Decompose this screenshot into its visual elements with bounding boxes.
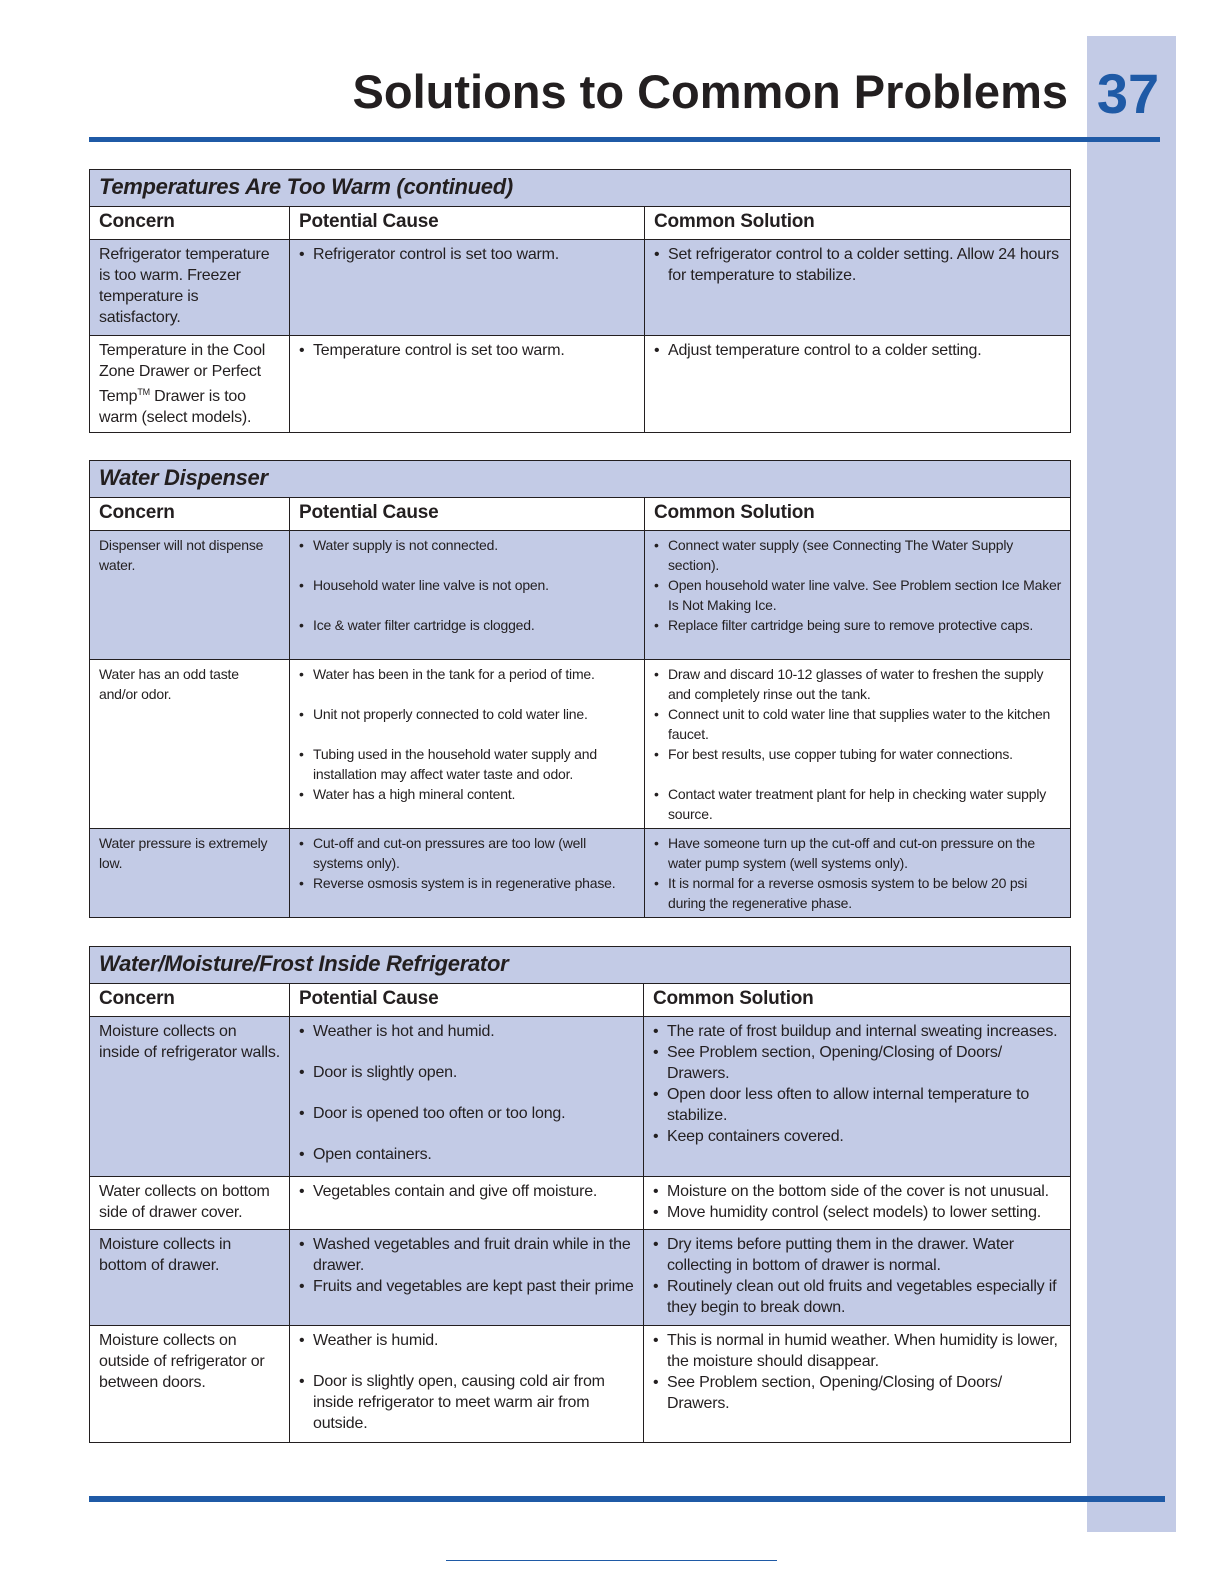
section-title: Temperatures Are Too Warm (continued) xyxy=(90,170,1071,207)
solution-item: • See Problem section, Opening/Closing of Doors/ Drawers. xyxy=(653,1372,1061,1414)
section-table-temperatures xyxy=(89,169,1071,433)
column-header-solution: Common Solution xyxy=(645,498,1071,531)
column-header-concern: Concern xyxy=(90,498,290,531)
solution-cell xyxy=(645,240,1071,336)
cause-item: • Door is slightly open. xyxy=(299,1062,634,1083)
cause-item: • Unit not properly connected to cold water line. xyxy=(299,704,635,724)
cause-cell xyxy=(290,1230,644,1326)
column-header-solution: Common Solution xyxy=(644,984,1071,1017)
cause-cell xyxy=(290,1326,644,1443)
cause-item: • Weather is humid. xyxy=(299,1330,634,1351)
column-header-cause: Potential Cause xyxy=(290,207,645,240)
cause-item: • Reverse osmosis system is in regenerative phase. xyxy=(299,873,635,893)
cause-item: • Water has been in the tank for a period of time. xyxy=(299,664,635,684)
cause-item: • Water supply is not connected. xyxy=(299,535,635,555)
cause-item: • Door is slightly open, causing cold air from inside refrigerator to meet warm air from outside. xyxy=(299,1371,634,1434)
cause-item: • Door is opened too often or too long. xyxy=(299,1103,634,1124)
solution-item: • The rate of frost buildup and internal sweating increases. xyxy=(653,1021,1061,1042)
solution-item: • Draw and discard 10-12 glasses of water to freshen the supply and completely rinse out the tank. xyxy=(654,664,1061,704)
solution-item: • Open door less often to allow internal temperature to stabilize. xyxy=(653,1084,1061,1126)
solution-cell xyxy=(644,1230,1071,1326)
concern-cell: Moisture collects on outside of refrigerator or between doors. xyxy=(90,1326,290,1443)
solution-cell xyxy=(644,1017,1071,1177)
cause-item: • Temperature control is set too warm. xyxy=(299,340,635,361)
solution-item: • This is normal in humid weather. When humidity is lower, the moisture should disappear. xyxy=(653,1330,1061,1372)
cause-cell xyxy=(290,240,645,336)
cause-item: • Washed vegetables and fruit drain while in the drawer. xyxy=(299,1234,634,1276)
solution-item: • For best results, use copper tubing for water connections. xyxy=(654,744,1061,764)
concern-cell: Water pressure is extremely low. xyxy=(90,829,290,918)
solution-item: • Move humidity control (select models) to lower setting. xyxy=(653,1202,1061,1223)
column-header-solution: Common Solution xyxy=(645,207,1071,240)
concern-text: Temperature in the Cool Zone Drawer or Perfect Temp xyxy=(99,342,266,405)
section-table-water-moisture-frost xyxy=(89,946,1071,1443)
solution-item: • Open household water line valve. See Problem section Ice Maker Is Not Making Ice. xyxy=(654,575,1061,615)
solution-cell xyxy=(645,531,1071,660)
table-row xyxy=(90,336,1071,433)
table-row xyxy=(90,1326,1071,1443)
solution-item: • Set refrigerator control to a colder setting. Allow 24 hours for temperature to stabilize. xyxy=(654,244,1061,286)
concern-cell xyxy=(90,336,290,433)
cause-cell xyxy=(290,660,645,829)
side-color-band xyxy=(1087,36,1176,1532)
cause-cell xyxy=(290,1017,644,1177)
cause-cell xyxy=(290,531,645,660)
table-row xyxy=(90,1017,1071,1177)
solution-item: • Connect water supply (see Connecting The Water Supply section). xyxy=(654,535,1061,575)
table-row xyxy=(90,240,1071,336)
solution-cell xyxy=(645,829,1071,918)
cause-item: • Vegetables contain and give off moisture. xyxy=(299,1181,634,1202)
table-row xyxy=(90,531,1071,660)
cause-item: • Cut-off and cut-on pressures are too low (well systems only). xyxy=(299,833,635,873)
cause-item: • Fruits and vegetables are kept past their prime xyxy=(299,1276,634,1297)
solution-item: • It is normal for a reverse osmosis system to be below 20 psi during the regenerative phase. xyxy=(654,873,1061,913)
cause-item: • Tubing used in the household water supply and installation may affect water taste and odor. xyxy=(299,744,635,784)
concern-cell: Dispenser will not dispense water. xyxy=(90,531,290,660)
cause-item: • Ice & water filter cartridge is clogged. xyxy=(299,615,635,635)
concern-cell: Refrigerator temperature is too warm. Freezer temperature is satisfactory. xyxy=(90,240,290,336)
cause-item: • Weather is hot and humid. xyxy=(299,1021,634,1042)
table-row xyxy=(90,829,1071,918)
cause-item: • Open containers. xyxy=(299,1144,634,1165)
concern-cell: Water has an odd taste and/or odor. xyxy=(90,660,290,829)
solution-cell xyxy=(645,660,1071,829)
solution-item: • Dry items before putting them in the drawer. Water collecting in bottom of drawer is normal. xyxy=(653,1234,1061,1276)
solution-item: • Connect unit to cold water line that supplies water to the kitchen faucet. xyxy=(654,704,1061,744)
column-header-concern: Concern xyxy=(90,207,290,240)
solution-item: • Routinely clean out old fruits and vegetables especially if they begin to break down. xyxy=(653,1276,1061,1318)
cause-cell xyxy=(290,336,645,433)
solution-item: • Adjust temperature control to a colder setting. xyxy=(654,340,1061,361)
solution-item: • Have someone turn up the cut-off and cut-on pressure on the water pump system (well systems only). xyxy=(654,833,1061,873)
concern-text: Drawer is too warm (select models). xyxy=(99,388,252,426)
header-rule xyxy=(89,137,1160,142)
cause-item: • Water has a high mineral content. xyxy=(299,784,635,804)
solution-item: • Keep containers covered. xyxy=(653,1126,1061,1147)
solution-item: • Replace filter cartridge being sure to remove protective caps. xyxy=(654,615,1061,635)
table-row xyxy=(90,1177,1071,1230)
solution-item: • Moisture on the bottom side of the cover is not unusual. xyxy=(653,1181,1061,1202)
footer-rule xyxy=(89,1496,1165,1502)
trademark-mark: TM xyxy=(137,387,150,397)
footer-link-line xyxy=(446,1560,777,1561)
section-table-water-dispenser xyxy=(89,460,1071,918)
section-title: Water/Moisture/Frost Inside Refrigerator xyxy=(90,947,1071,984)
column-header-cause: Potential Cause xyxy=(290,984,644,1017)
section-title: Water Dispenser xyxy=(90,461,1071,498)
solution-item: • Contact water treatment plant for help in checking water supply source. xyxy=(654,784,1061,824)
page-title: Solutions to Common Problems xyxy=(352,65,1068,118)
cause-item: • Refrigerator control is set too warm. xyxy=(299,244,635,265)
concern-cell: Moisture collects on inside of refrigerator walls. xyxy=(90,1017,290,1177)
column-header-concern: Concern xyxy=(90,984,290,1017)
solution-item: • See Problem section, Opening/Closing of Doors/ Drawers. xyxy=(653,1042,1061,1084)
page-number: 37 xyxy=(1096,62,1160,125)
solution-cell xyxy=(645,336,1071,433)
table-row xyxy=(90,1230,1071,1326)
solution-cell xyxy=(644,1177,1071,1230)
table-row xyxy=(90,660,1071,829)
cause-cell xyxy=(290,829,645,918)
column-header-cause: Potential Cause xyxy=(290,498,645,531)
concern-cell: Moisture collects in bottom of drawer. xyxy=(90,1230,290,1326)
cause-item: • Household water line valve is not open. xyxy=(299,575,635,595)
cause-cell xyxy=(290,1177,644,1230)
solution-cell xyxy=(644,1326,1071,1443)
concern-cell: Water collects on bottom side of drawer cover. xyxy=(90,1177,290,1230)
